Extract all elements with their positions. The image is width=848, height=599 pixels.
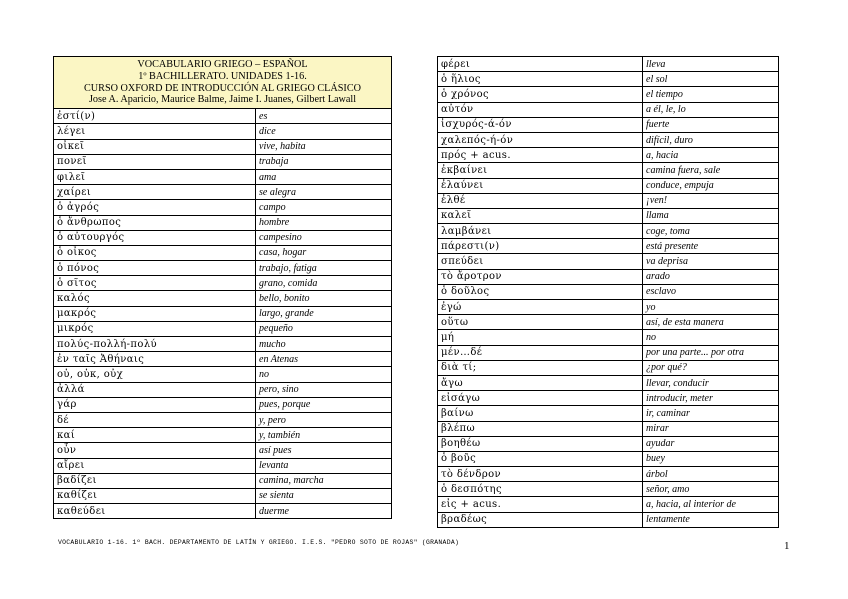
- spanish-translation: señor, amo: [643, 482, 779, 497]
- spanish-translation: camina, marcha: [256, 473, 392, 488]
- greek-term: ὁ ἥλιος: [438, 72, 643, 87]
- greek-term: διὰ τί;: [438, 360, 643, 375]
- greek-term: λέγει: [54, 124, 256, 139]
- greek-term: ἄγω: [438, 375, 643, 390]
- greek-term: βραδέως: [438, 512, 643, 527]
- spanish-translation: se alegra: [256, 185, 392, 200]
- greek-term: βαίνω: [438, 406, 643, 421]
- table-row: [54, 124, 392, 139]
- greek-term: μακρός: [54, 306, 256, 321]
- greek-term: μικρός: [54, 321, 256, 336]
- spanish-translation: casa, hogar: [256, 245, 392, 260]
- greek-term: οὐ, οὐκ, οὐχ: [54, 367, 256, 382]
- table-row: [54, 245, 392, 260]
- spanish-translation: el sol: [643, 72, 779, 87]
- table-row: [54, 169, 392, 184]
- spanish-translation: arado: [643, 269, 779, 284]
- table-row: [54, 185, 392, 200]
- spanish-translation: yo: [643, 300, 779, 315]
- table-row: [54, 200, 392, 215]
- greek-term: εἰς + acus.: [438, 497, 643, 512]
- spanish-translation: así, de esta manera: [643, 315, 779, 330]
- table-row: [438, 345, 779, 360]
- page-footer: VOCABULARIO 1-16. 1º BACH. DEPARTAMENTO DE LATÍN Y GRIEGO. I.E.S. "PEDRO SOTO DE ROJAS" (GRANADA): [58, 539, 460, 546]
- greek-term: πρός + acus.: [438, 148, 643, 163]
- greek-term: λαμβάνει: [438, 224, 643, 239]
- table-row: [438, 300, 779, 315]
- table-row: [438, 421, 779, 436]
- table-row: [438, 208, 779, 223]
- greek-term: ὁ σῖτος: [54, 276, 256, 291]
- spanish-translation: en Atenas: [256, 352, 392, 367]
- table-row: [54, 154, 392, 169]
- greek-term: ἐν ταῖς Ἀθήναις: [54, 352, 256, 367]
- spanish-translation: vive, habita: [256, 139, 392, 154]
- greek-term: φιλεῖ: [54, 169, 256, 184]
- spanish-translation: no: [643, 330, 779, 345]
- greek-term: χαίρει: [54, 185, 256, 200]
- spanish-translation: coge, toma: [643, 224, 779, 239]
- table-row: [438, 512, 779, 527]
- table-row: [438, 224, 779, 239]
- table-row: [54, 109, 392, 124]
- table-row: [54, 139, 392, 154]
- spanish-translation: no: [256, 367, 392, 382]
- spanish-translation: árbol: [643, 467, 779, 482]
- table-row: [54, 261, 392, 276]
- greek-term: ὁ χρόνος: [438, 87, 643, 102]
- greek-term: ὁ αὐτουργός: [54, 230, 256, 245]
- greek-term: καλός: [54, 291, 256, 306]
- table-row: [438, 269, 779, 284]
- table-row: [54, 367, 392, 382]
- greek-term: φέρει: [438, 57, 643, 72]
- greek-term: σπεύδει: [438, 254, 643, 269]
- spanish-translation: mirar: [643, 421, 779, 436]
- spanish-translation: introducir, meter: [643, 391, 779, 406]
- spanish-translation: ama: [256, 169, 392, 184]
- spanish-translation: buey: [643, 451, 779, 466]
- spanish-translation: llama: [643, 208, 779, 223]
- spanish-translation: campesino: [256, 230, 392, 245]
- table-row: [54, 215, 392, 230]
- table-row: [438, 57, 779, 72]
- greek-term: οἰκεῖ: [54, 139, 256, 154]
- table-row: [438, 497, 779, 512]
- greek-term: γάρ: [54, 397, 256, 412]
- table-row: [438, 451, 779, 466]
- spanish-translation: pues, porque: [256, 397, 392, 412]
- spanish-translation: trabajo, fatiga: [256, 261, 392, 276]
- table-row: [438, 102, 779, 117]
- table-row: [54, 458, 392, 473]
- spanish-translation: lentamente: [643, 512, 779, 527]
- greek-term: τὸ ἄροτρον: [438, 269, 643, 284]
- table-row: [438, 375, 779, 390]
- greek-term: πολύς-πολλή-πολύ: [54, 337, 256, 352]
- table-row: [54, 230, 392, 245]
- page-number: 1: [784, 540, 790, 552]
- title-line-3: CURSO OXFORD DE INTRODUCCIÓN AL GRIEGO CLÁSICO: [84, 82, 361, 94]
- table-row: [438, 254, 779, 269]
- spanish-translation: levanta: [256, 458, 392, 473]
- title-line-1: VOCABULARIO GRIEGO – ESPAÑOL: [137, 59, 308, 70]
- greek-term: μή: [438, 330, 643, 345]
- table-row: [438, 360, 779, 375]
- greek-term: ἰσχυρός-ά-όν: [438, 117, 643, 132]
- spanish-translation: dice: [256, 124, 392, 139]
- greek-term: ὁ οἶκος: [54, 245, 256, 260]
- greek-term: καθεύδει: [54, 504, 256, 519]
- table-row: [438, 239, 779, 254]
- spanish-translation: a, hacia: [643, 148, 779, 163]
- greek-term: πάρεστι(ν): [438, 239, 643, 254]
- greek-term: ἐλθέ: [438, 193, 643, 208]
- table-row: [438, 148, 779, 163]
- spanish-translation: trabaja: [256, 154, 392, 169]
- table-row: [54, 382, 392, 397]
- table-row: [54, 321, 392, 336]
- table-row: [54, 473, 392, 488]
- spanish-translation: ir, caminar: [643, 406, 779, 421]
- table-row: [438, 178, 779, 193]
- spanish-translation: largo, grande: [256, 306, 392, 321]
- spanish-translation: duerme: [256, 504, 392, 519]
- greek-term: βαδίζει: [54, 473, 256, 488]
- spanish-translation: ayudar: [643, 436, 779, 451]
- spanish-translation: así pues: [256, 443, 392, 458]
- table-row: [54, 412, 392, 427]
- spanish-translation: y, pero: [256, 412, 392, 427]
- table-row: [54, 291, 392, 306]
- spanish-translation: campo: [256, 200, 392, 215]
- table-row: [438, 315, 779, 330]
- vocabulary-table-right: [437, 56, 779, 528]
- greek-term: ὁ δεσπότης: [438, 482, 643, 497]
- spanish-translation: bello, bonito: [256, 291, 392, 306]
- greek-term: οὖν: [54, 443, 256, 458]
- greek-term: ὁ ἀγρός: [54, 200, 256, 215]
- spanish-translation: pequeño: [256, 321, 392, 336]
- greek-term: ἐλαύνει: [438, 178, 643, 193]
- spanish-translation: se sienta: [256, 488, 392, 503]
- table-row: [54, 352, 392, 367]
- greek-term: δέ: [54, 412, 256, 427]
- greek-term: καλεῖ: [438, 208, 643, 223]
- table-row: [438, 330, 779, 345]
- greek-term: ἀλλά: [54, 382, 256, 397]
- greek-term: χαλεπός-ή-όν: [438, 132, 643, 147]
- spanish-translation: pero, sino: [256, 382, 392, 397]
- greek-term: ὁ ἄνθρωπος: [54, 215, 256, 230]
- greek-term: εἰσάγω: [438, 391, 643, 406]
- greek-term: αὐτόν: [438, 102, 643, 117]
- greek-term: οὕτω: [438, 315, 643, 330]
- spanish-translation: es: [256, 109, 392, 124]
- spanish-translation: ¡ven!: [643, 193, 779, 208]
- table-row: [438, 163, 779, 178]
- greek-term: καθίζει: [54, 488, 256, 503]
- spanish-translation: mucho: [256, 337, 392, 352]
- spanish-translation: difícil, duro: [643, 132, 779, 147]
- greek-term: ἐγώ: [438, 300, 643, 315]
- greek-term: ἐκβαίνει: [438, 163, 643, 178]
- table-row: [438, 406, 779, 421]
- table-row: [54, 397, 392, 412]
- spanish-translation: a él, le, lo: [643, 102, 779, 117]
- greek-term: βλέπω: [438, 421, 643, 436]
- table-row: [438, 467, 779, 482]
- title-line-2: 1º BACHILLERATO. UNIDADES 1-16.: [138, 70, 307, 82]
- table-row: [54, 306, 392, 321]
- spanish-translation: por una parte... por otra: [643, 345, 779, 360]
- spanish-translation: camina fuera, sale: [643, 163, 779, 178]
- greek-term: ὁ πόνος: [54, 261, 256, 276]
- greek-term: μέν…δέ: [438, 345, 643, 360]
- greek-term: καί: [54, 428, 256, 443]
- table-row: [54, 428, 392, 443]
- greek-term: αἴρει: [54, 458, 256, 473]
- table-row: [438, 132, 779, 147]
- table-row: [54, 337, 392, 352]
- spanish-translation: a, hacia, al interior de: [643, 497, 779, 512]
- spanish-translation: hombre: [256, 215, 392, 230]
- table-row: [54, 276, 392, 291]
- table-row: [438, 482, 779, 497]
- greek-term: πονεῖ: [54, 154, 256, 169]
- spanish-translation: ¿por qué?: [643, 360, 779, 375]
- vocabulary-table-left: [53, 56, 392, 519]
- spanish-translation: esclavo: [643, 284, 779, 299]
- spanish-translation: el tiempo: [643, 87, 779, 102]
- table-row: [54, 488, 392, 503]
- greek-term: τὸ δένδρον: [438, 467, 643, 482]
- spanish-translation: llevar, conducir: [643, 375, 779, 390]
- table-title: [54, 57, 392, 109]
- table-row: [54, 504, 392, 519]
- table-row: [438, 87, 779, 102]
- table-header-row: [54, 57, 392, 109]
- spanish-translation: y, también: [256, 428, 392, 443]
- spanish-translation: conduce, empuja: [643, 178, 779, 193]
- spanish-translation: lleva: [643, 57, 779, 72]
- table-row: [438, 284, 779, 299]
- greek-term: ὁ δοῦλος: [438, 284, 643, 299]
- spanish-translation: fuerte: [643, 117, 779, 132]
- table-row: [438, 193, 779, 208]
- spanish-translation: está presente: [643, 239, 779, 254]
- greek-term: ὁ βοῦς: [438, 451, 643, 466]
- title-authors: Jose A. Aparicio, Maurice Balme, Jaime I. Juanes, Gilbert Lawall: [88, 94, 357, 106]
- greek-term: ἐστί(ν): [54, 109, 256, 124]
- greek-term: βοηθέω: [438, 436, 643, 451]
- table-row: [54, 443, 392, 458]
- table-row: [438, 72, 779, 87]
- table-row: [438, 436, 779, 451]
- table-row: [438, 391, 779, 406]
- table-row: [438, 117, 779, 132]
- spanish-translation: grano, comida: [256, 276, 392, 291]
- spanish-translation: va deprisa: [643, 254, 779, 269]
